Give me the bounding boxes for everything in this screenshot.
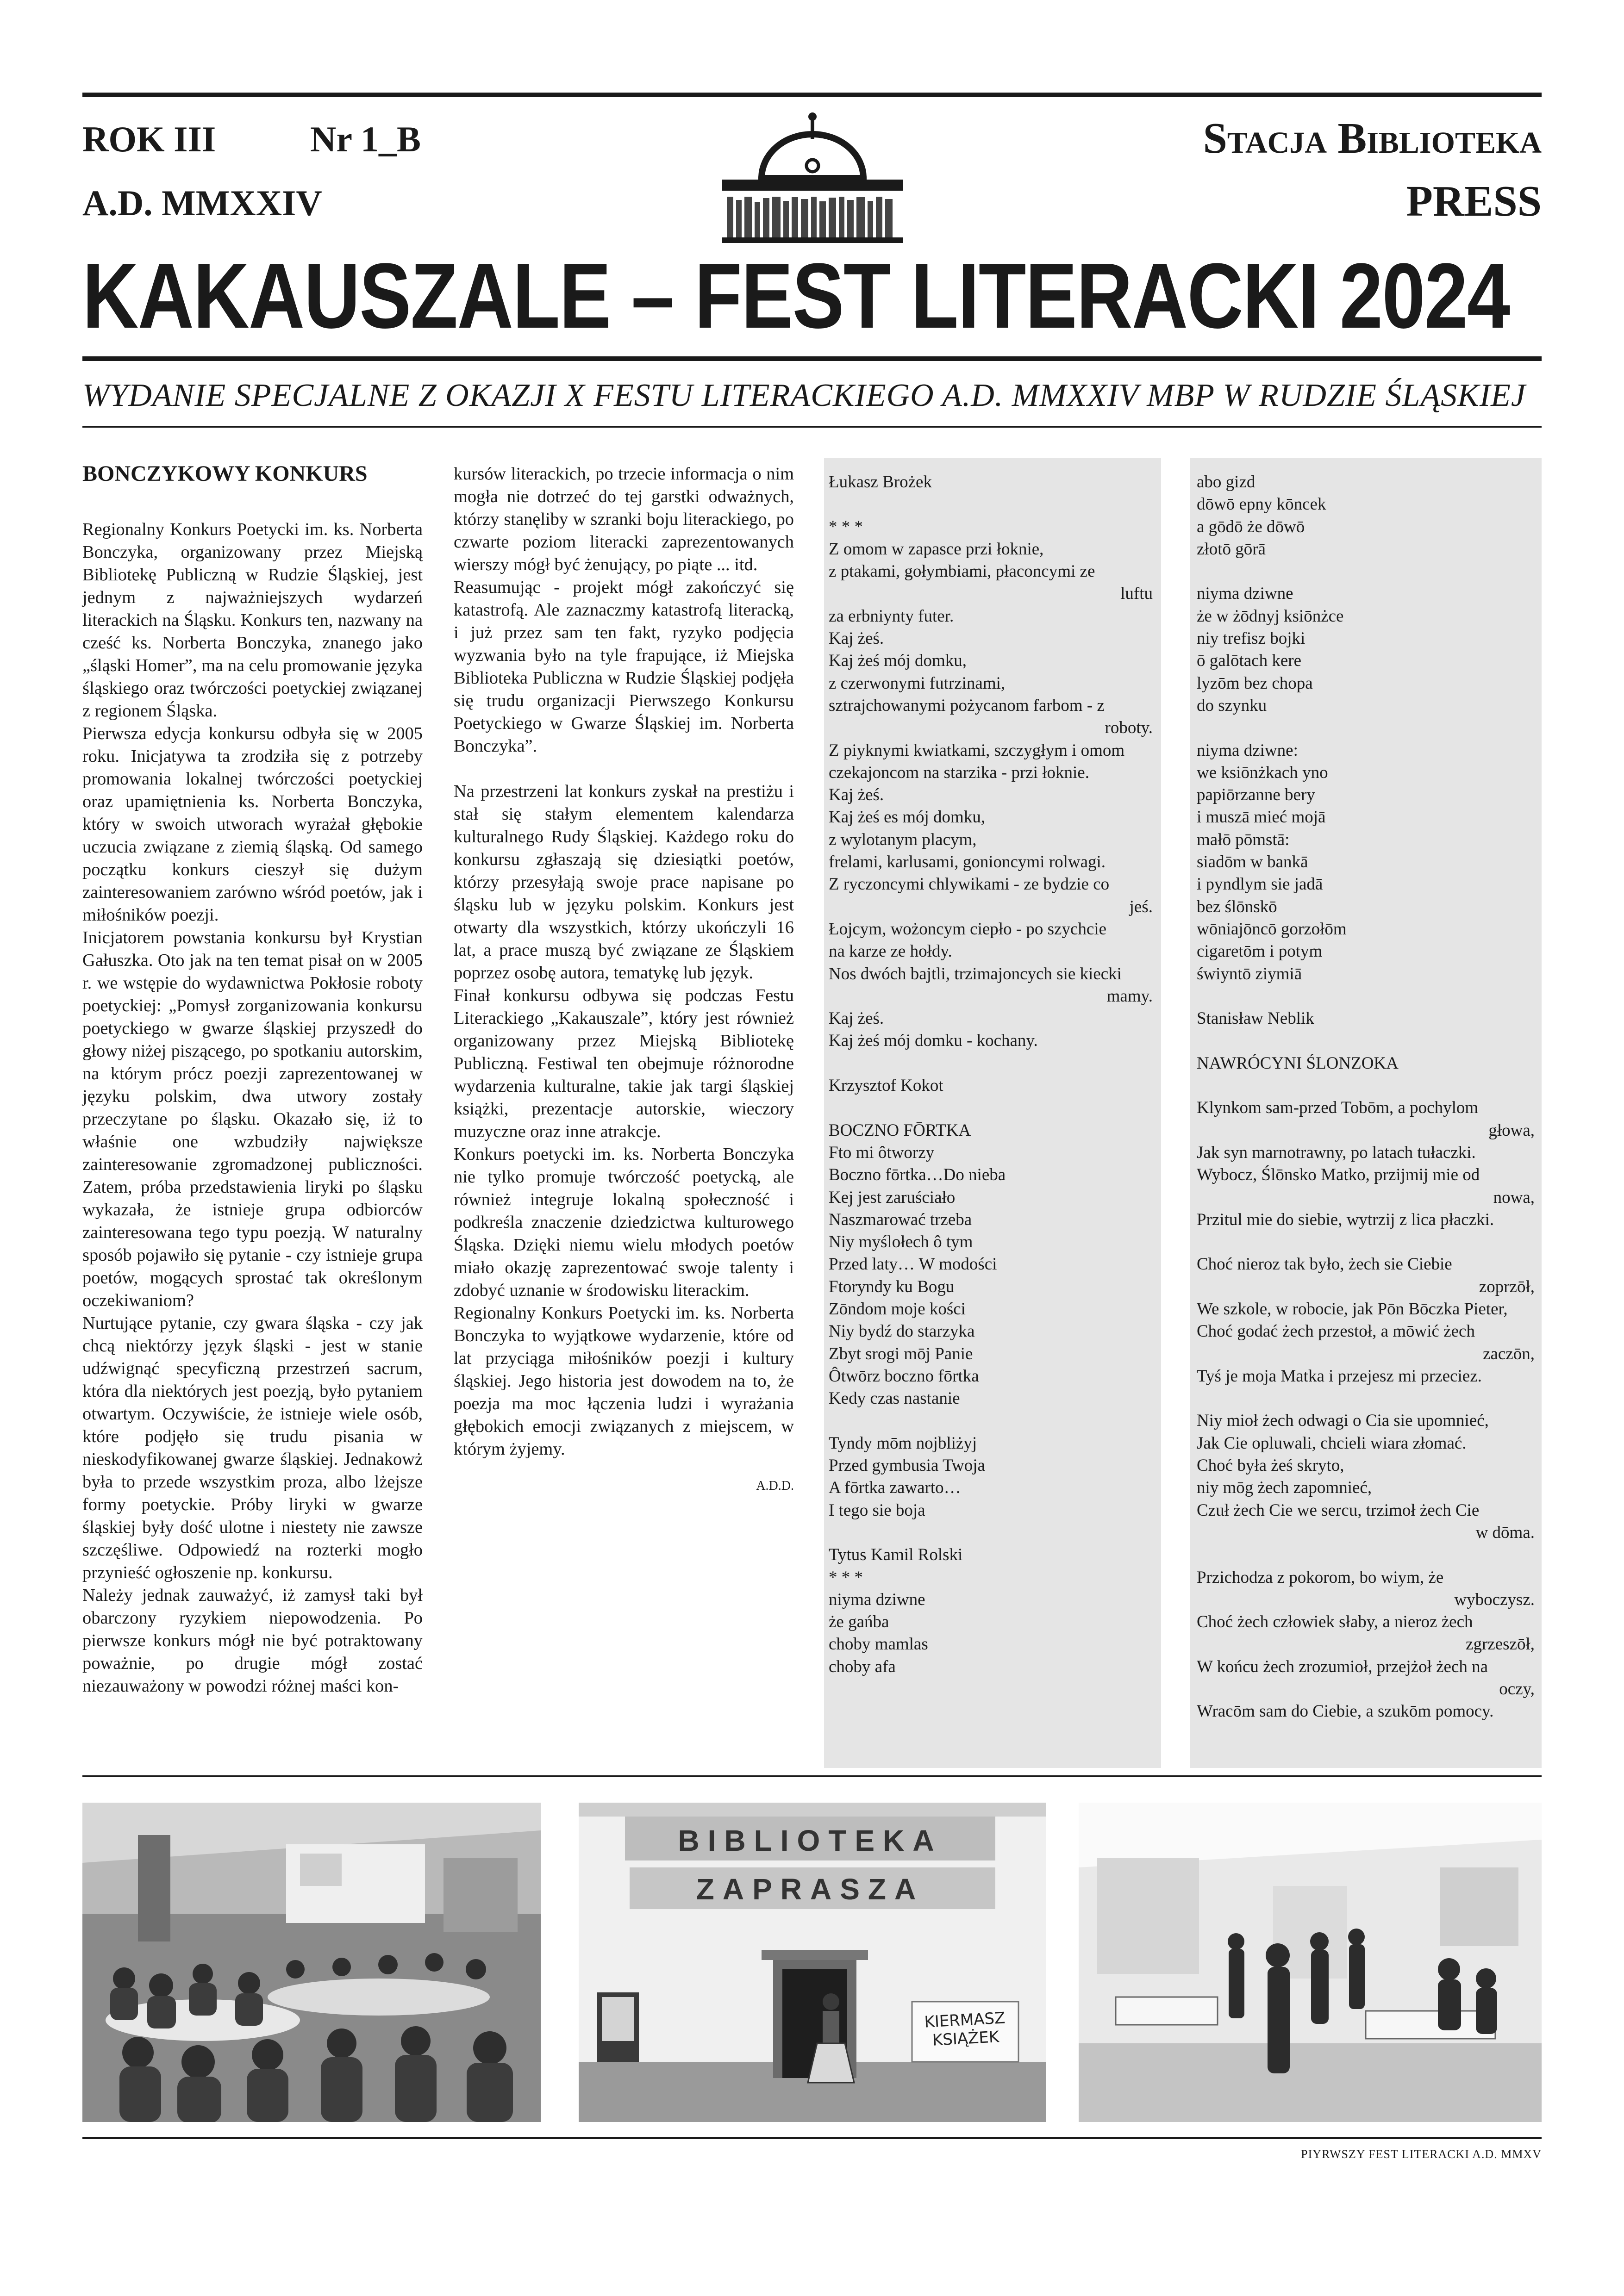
poem-line: niyma dziwne [1197,584,1293,604]
poem-line: Ftoryndy ku Bogu [829,1277,955,1296]
article-paragraph: Na przestrzeni lat konkurs zyskał na prestiżu i stał się stałym elementem kalendarza kulturalnego Rudy Śląskiej. Każdego roku do konkursu zgłaszają się dziesiątki poetów, którzy przesyłają swoje prace napisane po śląsku lub w języku polskim. Konkurs jest otwarty dla wszystkich, którzy ukończyli 16 lat, a prace muszą być związane ze Śląskiem poprzez osobę autora, tematykę lub język. [454,782,794,983]
poem-line: Boczno fōrtka…Do nieba [829,1165,1006,1185]
article-signature: A.D.D. [756,1479,794,1493]
poem-line: Nos dwóch bajtli, trzimajoncych sie kiecki [829,964,1122,983]
poem-line: luftu [1120,584,1153,604]
article-paragraph: Inicjatorem powstania konkursu był Krystian Gałuszka. Oto jak na ten temat pisał on w 2005 r. we wstępie do wydawnictwa Pokłosie roboty poetyckiej: „Pomysł zorganizowania konkursu poetyckiego w gwarze śląskiej przyszedł do głowy niżej piszącego, po spotkaniu autorskim, na którym prócz poezji zaprezentowanej w języku polskim, dwa utwory zostały przeczytane po śląsku. Okazało się, iż to właśnie one wzbudziły największe zainteresowanie zgromadzonej publiczności. Zatem, próba przedstawienia liryki po śląsku wykazała, że istnieje grupa odbiorców zainteresowana tego typu poezją. W naturalny sposób pojawiło się pytanie - czy istnieje grupa poetów, mogących sprostać tak określonym oczekiwaniom? [82,928,423,1310]
poem-line: Z omom w zapasce przi łoknie, [829,539,1044,559]
poem-line: Kaj żeś. [829,785,884,805]
issue-number: Nr 1_B [310,119,421,159]
poem-line: Fto mi ôtworzy [829,1143,935,1162]
poem-line: złotō gōrā [1197,539,1266,559]
issue-year: ROK III [82,119,216,159]
poem-line: zaczōn, [1483,1344,1535,1363]
poem-line: * * * [829,517,863,536]
photo-caption: PIYRWSZY FEST LITERACKI A.D. MMXV [1301,2147,1542,2161]
poem-line: zgrzeszōł, [1466,1635,1535,1654]
article-heading: BONCZYKOWY KONKURS [82,461,368,486]
poem-line: choby mamlas [829,1635,928,1654]
article-paragraph: Regionalny Konkurs Poetycki im. ks. Norberta Bonczyka, organizowany przez Miejską Bibliotekę Publiczną w Rudzie Śląskiej, jest jednym z najważniejszych wydarzeń literackich na Śląsku. Konkurs ten, nazwany na cześć ks. Norberta Bonczyka, znanego jako „śląski Homer”, ma na celu promowanie języka śląskiego oraz twórczości poetyckiej związanej z regionem Śląska. [82,520,423,721]
article-paragraph [454,758,794,780]
poem-line [829,1097,1153,1119]
poem-line: Kej jest zaruściało [829,1188,956,1207]
photos-bottom-rule [82,2137,1542,2139]
article-column-2 [454,463,794,1497]
poem-line: Krzysztof Kokot [829,1076,943,1095]
poem-line: za erbniynty futer. [829,606,954,626]
poem-line [1197,985,1535,1008]
article-paragraph: Należy jednak zauważyć, iż zamysł taki był obarczony ryzykiem niepowodzenia. Po pierwsze konkurs mógł nie być potraktowany poważnie, po drugie mógł zostać niezauważony w powodzi różnej maści kon- [82,1586,423,1696]
subtitle: WYDANIE SPECJALNE Z OKAZJI X FESTU LITERACKIEGO A.D. MMXXIV MBP W RUDZIE ŚLĄSKIEJ [82,378,1526,413]
poem-line: Klynkom sam-przed Tobōm, a pochylom [1197,1098,1479,1118]
poem-line: cigaretōm i potym [1197,942,1323,961]
poem-line: Tyndy mōm nojbliżyj [829,1433,977,1453]
poem-line: czekajoncom na starzika - przi łoknie. [829,763,1089,782]
poem-line: * * * [829,1568,863,1587]
poems-column-3 [829,471,1153,1678]
poem-line [1197,717,1535,739]
poem-line: sztrajchowanymi pożycanom farbom - z [829,696,1105,715]
poem-line: zoprzōł, [1479,1277,1535,1296]
poem-line: I tego sie boja [829,1500,925,1520]
sign-zaprasza: ZAPRASZA [696,1873,924,1906]
poem-line: papiōrzanne bery [1197,785,1315,805]
poem-line: Jak Cie opluwali, chcieli wiara złomać. [1197,1433,1467,1453]
poem-line: niyma dziwne: [1197,740,1298,760]
poem-line: głowa, [1488,1120,1535,1140]
poem-line: niy trefisz bojki [1197,629,1305,648]
poem-line [1197,1075,1535,1097]
photo-library-entrance [579,1803,1046,2122]
photo-audience-room [82,1803,541,2122]
poem-line: z wylotanym placym, [829,830,977,849]
poem-line: A fōrtka zawarto… [829,1478,961,1498]
poem-line: Naszmarować trzeba [829,1210,972,1229]
poem-line: Kaj żeś. [829,629,884,648]
poem-line: Ôtwōrz boczno fōrtka [829,1366,979,1386]
poem-line: lyzōm bez chopa [1197,673,1313,693]
poem-line: We szkole, w robocie, jak Pōn Bōczka Pieter, [1197,1299,1508,1319]
poem-line: Przichodza z pokorom, bo wiym, że [1197,1568,1444,1587]
poem-line [1197,1231,1535,1253]
poem-line: choby afa [829,1657,896,1676]
poem-line: W końcu żech zrozumioł, przejżoł żech na [1197,1657,1488,1676]
article-paragraph: Konkurs poetycki im. ks. Norberta Bonczyka nie tylko promuje twórczość poetycką, ale również integruje lokalną społeczność i podkreśla znaczenie dziedzictwa kulturowego Śląska. Dzięki niemu wielu młodych poetów miało okazję zaprezentować swoje talenty i zdobyć uznanie w środowisku literackim. [454,1145,794,1300]
poem-line [1197,1030,1535,1052]
poem-line: Z piyknymi kwiatkami, szczygłym i omom [829,740,1125,760]
poem-line [829,493,1153,516]
poem-line: że w żōdnyj ksiōnżce [1197,606,1344,626]
poem-line: Kaj żeś es mój domku, [829,808,986,827]
poem-line: Kaj żeś mój domku - kochany. [829,1031,1038,1051]
title-rule [82,356,1542,361]
poem-line: roboty. [1105,718,1153,738]
poem-line: Choć żech człowiek słaby, a nieroz żech [1197,1612,1473,1632]
poem-line [1197,560,1535,583]
poem-line: Choć nieroz tak było, żech sie Ciebie [1197,1255,1452,1274]
poem-line: Stanisław Neblik [1197,1009,1314,1028]
poem-line: Przed gymbusia Twoja [829,1456,985,1475]
top-rule [82,93,1542,97]
library-logo-icon [718,111,907,245]
poem-line: Zōndom moje kości [829,1299,966,1319]
poem-line: abo gizd [1197,473,1255,492]
poem-line: Choć godać żech przestoł, a mōwić żech [1197,1322,1475,1341]
poem-line: w dōma. [1475,1523,1535,1542]
poem-line: ō galōtach kere [1197,651,1301,671]
poem-line: Niy mioł żech odwagi o Cia sie upomnieć, [1197,1411,1489,1431]
poem-line: małō pōmstā: [1197,830,1290,849]
poem-line: wōniajōncō gorzołōm [1197,919,1347,939]
poem-line: Z ryczoncymi chlywikami - ze bydzie co [829,875,1110,894]
poem-line: Czuł żech Cie we sercu, trzimoł żech Cie [1197,1500,1480,1520]
article-paragraph: Regionalny Konkurs Poetycki im. ks. Norberta Bonczyka to wyjątkowe wydarzenie, które od lat przyciąga miłośników poezji i kultury śląskiej. Jego historia jest dowodem na to, że poezja ma moc łączenia ludzi i wyrażania głębokich emocji związanych z miejscem, w którym żyjemy. [454,1303,794,1459]
poem-line: NAWRÓCYNI ŚLONZOKA [1197,1053,1399,1073]
poem-line: frelami, karlusami, gonioncymi rolwagi. [829,852,1106,872]
poem-line: Wracōm sam do Ciebie, a szukōm pomocy. [1197,1702,1494,1721]
brand-name: Stacja Biblioteka [1203,114,1542,162]
brand-press: PRESS [1406,177,1542,225]
poem-line: siadōm w bankā [1197,852,1308,872]
poems-column-4 [1197,471,1535,1723]
poem-line: mamy. [1106,986,1153,1006]
poem-line: do szynku [1197,696,1267,715]
article-paragraph: Finał konkursu odbywa się podczas Festu Literackiego „Kakauszale”, który jest również organizowany przez Miejską Bibliotekę Publiczną. Festiwal ten obejmuje różnorodne wydarzenia kulturalne, takie jak targi śląskiej książki, prezentacje autorskie, wieczory muzyczne oraz inne atrakcje. [454,986,794,1141]
poem-line: Kaj żeś. [829,1009,884,1028]
poem-line [1197,1544,1535,1566]
poem-line: Przed laty… W modości [829,1255,997,1274]
photos-top-rule [82,1775,1542,1777]
poem-line: bez ślōnskō [1197,897,1277,916]
article-column-1 [82,463,423,1698]
poem-line [829,1410,1153,1432]
poem-line: dōwō epny kōncek [1197,495,1326,514]
poem-line: Niy bydź do starzyka [829,1322,975,1341]
poem-line: niyma dziwne [829,1590,925,1609]
poem-line [829,1052,1153,1075]
poem-line: Kedy czas nastanie [829,1389,960,1408]
article-paragraph: Nurtujące pytanie, czy gwara śląska - czy jak chcą niektórzy język śląski - jest w stanie udźwignąć specyficzną przestrzeń sacrum, która dla niektórych jest poezją, było pytaniem otwartym. Oczywiście, że istnieje wiele osób, które podjęło się trudu pisania w nieskodyfikowanej gwarze śląskiej. Jednakowż była to przede wszystkim proza, albo lżejsze formy poetyckie. Próby liryki w gwarze śląskiej były dość ulotne i niestety nie zawsze szczęśliwe. Odpowiedź na rozterki mogło przynieść ogłoszenie np. konkursu. [82,1313,423,1582]
poem-line: Niy myślołech ô tym [829,1232,973,1252]
poem-line: Przitul mie do siebie, wytrzij z lica płaczki. [1197,1210,1494,1229]
poem-line: z czerwonymi futrzinami, [829,673,1006,693]
poem-line: świyntō ziymiā [1197,964,1302,983]
poem-line: że gańba [829,1612,889,1632]
poem-line: i muszā mieć mojā [1197,808,1326,827]
poem-line: wyboczysz. [1454,1590,1535,1609]
poem-line: oczy, [1499,1680,1535,1699]
poem-line: a gōdō że dōwō [1197,517,1305,536]
poem-line: z ptakami, gołymbiami, płaconcymi ze [829,562,1095,581]
poem-line: Zbyt srogi mōj Panie [829,1344,973,1363]
page-title: KAKAUSZALE – FEST LITERACKI 2024 [82,244,1510,348]
article-paragraph: kursów literackich, po trzecie informacja o nim mogła nie dotrzeć do tej garstki odważnych, którzy stanęliby w szranki boju literackiego, po czwarte poziom literacki zaprezentowanych wierszy mógł być żenujący, po piąte ... itd. [454,464,794,574]
poem-line: Tyś je moja Matka i przejesz mi przeciez. [1197,1366,1482,1386]
subtitle-rule [82,426,1542,428]
banner-kiermasz: KIERMASZ KSIĄŻEK [924,2009,1006,2050]
poem-line: BOCZNO FŌRTKA [829,1120,971,1140]
sign-biblioteka: BIBLIOTEKA [678,1824,943,1857]
poem-line [1197,1388,1535,1410]
poem-line: i pyndlym sie jadā [1197,875,1323,894]
poem-line: Wybocz, Ślōnsko Matko, przijmij mie od [1197,1165,1480,1185]
poem-line: Łukasz Brożek [829,473,932,492]
issue-date: A.D. MMXXIV [82,183,322,223]
article-paragraph: Reasumując - projekt mógł zakończyć się katastrofą. Ale zaznaczmy katastrofą literacką, i już przez sam ten fakt, ryzyko podjęcia wyzwania było na tyle frapujące, iż Miejska Biblioteka Publiczna w Rudzie Śląskiej podjęła się trudu organizacji Pierwszego Konkursu Poetyckiego w Gwarze Śląskiej im. Norberta Bonczyka”. [454,578,794,756]
poem-line: Łojcym, wożoncym ciepło - po szychcie [829,919,1107,939]
poem-line [829,1522,1153,1544]
poem-line: we ksiōnżkach yno [1197,763,1328,782]
poem-line: Kaj żeś mój domku, [829,651,967,671]
poem-line: nowa, [1493,1188,1535,1207]
photo-book-fair [1079,1803,1542,2122]
poem-line: Jak syn marnotrawny, po latach tułaczki. [1197,1143,1476,1162]
poem-line: Choć była żeś skryto, [1197,1456,1344,1475]
article-paragraph: Pierwsza edycja konkursu odbyła się w 2005 roku. Inicjatywa ta zrodziła się z potrzeby promowania lokalnej twórczości poetyckiej oraz upamiętnienia ks. Norberta Bonczyka, który w swoich utworach wyrażał głębokie uczucia związane z ziemią śląską. Od samego początku konkurs cieszył się dużym zainteresowaniem zarówno wśród poetów, jak i miłośników poezji. [82,724,423,925]
poem-line: jeś. [1129,897,1153,916]
poem-line: niy mōg żech zapomnieć, [1197,1478,1372,1498]
poem-line: Tytus Kamil Rolski [829,1545,963,1565]
poem-line: na karze ze hołdy. [829,942,952,961]
